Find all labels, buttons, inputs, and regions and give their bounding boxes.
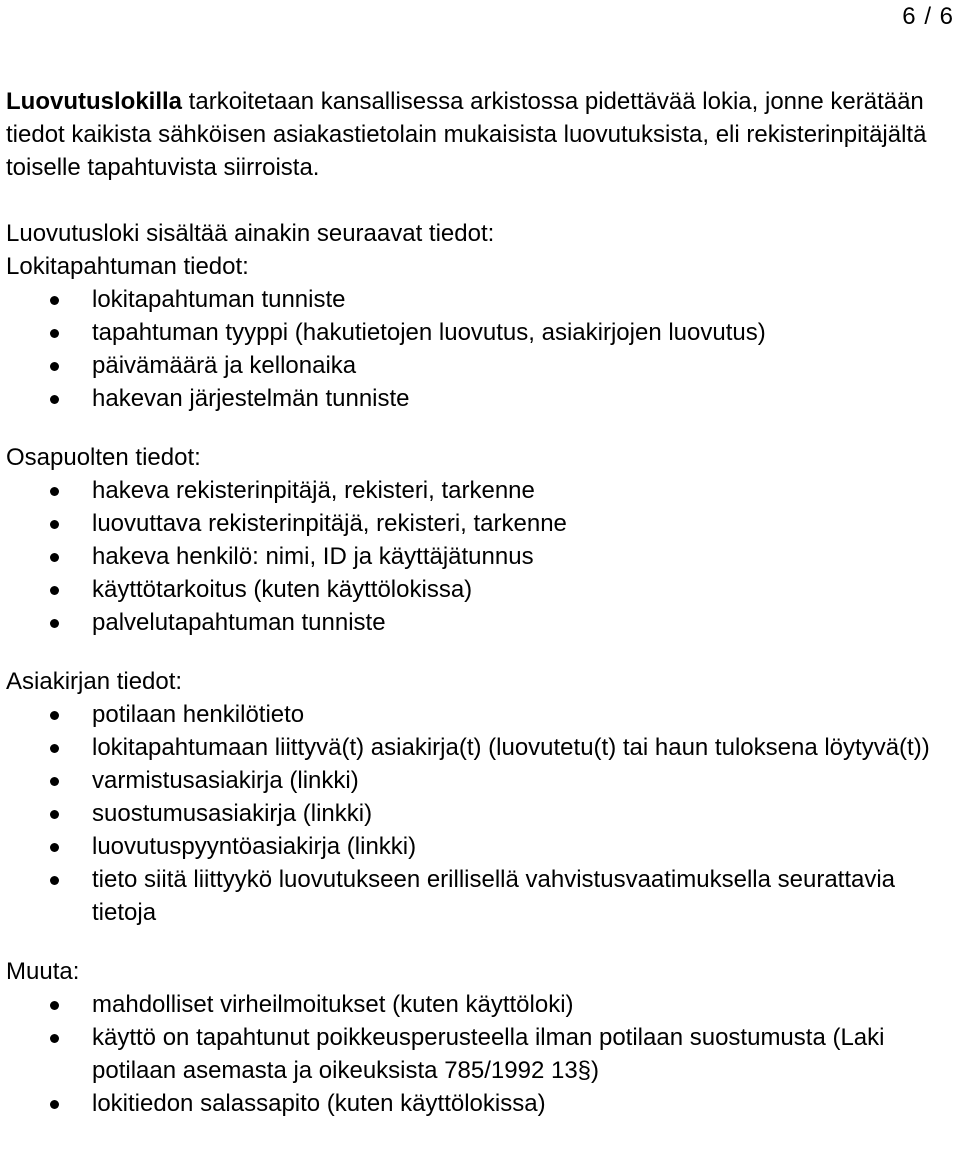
- bullet-list-lokitapahtuma: [6, 283, 951, 415]
- list-item: suostumusasiakirja (linkki): [6, 797, 951, 830]
- list-item: käyttötarkoitus (kuten käyttölokissa): [6, 573, 951, 606]
- intro-text: tarkoitetaan kansallisessa arkistossa pidettävää lokia, jonne kerätään tiedot kaikista sähköisen asiakastietolain mukaisista luovutuksista, eli rekisterinpitäjältä toiselle tapahtuvista siirroista.: [6, 88, 927, 181]
- list-item: lokitapahtuman tunniste: [6, 283, 951, 316]
- bullet-icon: [50, 810, 59, 819]
- intro-paragraph: [6, 85, 951, 184]
- bullet-icon: [50, 395, 59, 404]
- list-item: lokitapahtumaan liittyvä(t) asiakirja(t) (luovutetu(t) tai haun tuloksena löytyvä(t)): [6, 731, 951, 764]
- list-item: tieto siitä liittyykö luovutukseen erillisellä vahvistusvaatimuksella seurattavia tietoja: [6, 863, 951, 929]
- list-item: palvelutapahtuman tunniste: [6, 606, 951, 639]
- list-item: hakeva henkilö: nimi, ID ja käyttäjätunnus: [6, 540, 951, 573]
- list-item: varmistusasiakirja (linkki): [6, 764, 951, 797]
- bullet-icon: [50, 1001, 59, 1010]
- bullet-icon: [50, 553, 59, 562]
- bullet-list-osapuolet: [6, 474, 951, 639]
- summary-line: Luovutusloki sisältää ainakin seuraavat tiedot:: [6, 220, 495, 247]
- section-heading-osapuolet: Osapuolten tiedot:: [6, 444, 201, 471]
- bullet-icon: [50, 586, 59, 595]
- list-item: käyttö on tapahtunut poikkeusperusteella ilman potilaan suostumusta (Laki potilaan asemasta ja oikeuksista 785/1992 13§): [6, 1021, 951, 1087]
- list-item: päivämäärä ja kellonaika: [6, 349, 951, 382]
- bullet-icon: [50, 487, 59, 496]
- list-item: luovuttava rekisterinpitäjä, rekisteri, tarkenne: [6, 507, 951, 540]
- bullet-icon: [50, 362, 59, 371]
- bullet-icon: [50, 876, 59, 885]
- bullet-icon: [50, 744, 59, 753]
- section-heading-muuta: Muuta:: [6, 958, 80, 985]
- list-item: hakeva rekisterinpitäjä, rekisteri, tarkenne: [6, 474, 951, 507]
- bullet-icon: [50, 843, 59, 852]
- bullet-icon: [50, 520, 59, 529]
- bullet-list-muuta: [6, 988, 951, 1120]
- bullet-icon: [50, 296, 59, 305]
- document-body: [6, 85, 951, 1120]
- bullet-icon: [50, 1100, 59, 1109]
- list-item: hakevan järjestelmän tunniste: [6, 382, 951, 415]
- bullet-list-asiakirja: [6, 698, 951, 929]
- page-number: 6 / 6: [902, 3, 954, 30]
- intro-term: Luovutuslokilla: [6, 88, 183, 115]
- bullet-icon: [50, 711, 59, 720]
- list-item: luovutuspyyntöasiakirja (linkki): [6, 830, 951, 863]
- bullet-icon: [50, 777, 59, 786]
- list-item: mahdolliset virheilmoitukset (kuten käyttöloki): [6, 988, 951, 1021]
- section-heading-asiakirja: Asiakirjan tiedot:: [6, 668, 183, 695]
- section-heading-lokitapahtuma: Lokitapahtuman tiedot:: [6, 253, 249, 280]
- list-item: tapahtuman tyyppi (hakutietojen luovutus, asiakirjojen luovutus): [6, 316, 951, 349]
- list-item: lokitiedon salassapito (kuten käyttölokissa): [6, 1087, 951, 1120]
- bullet-icon: [50, 1034, 59, 1043]
- list-item: potilaan henkilötieto: [6, 698, 951, 731]
- bullet-icon: [50, 619, 59, 628]
- bullet-icon: [50, 329, 59, 338]
